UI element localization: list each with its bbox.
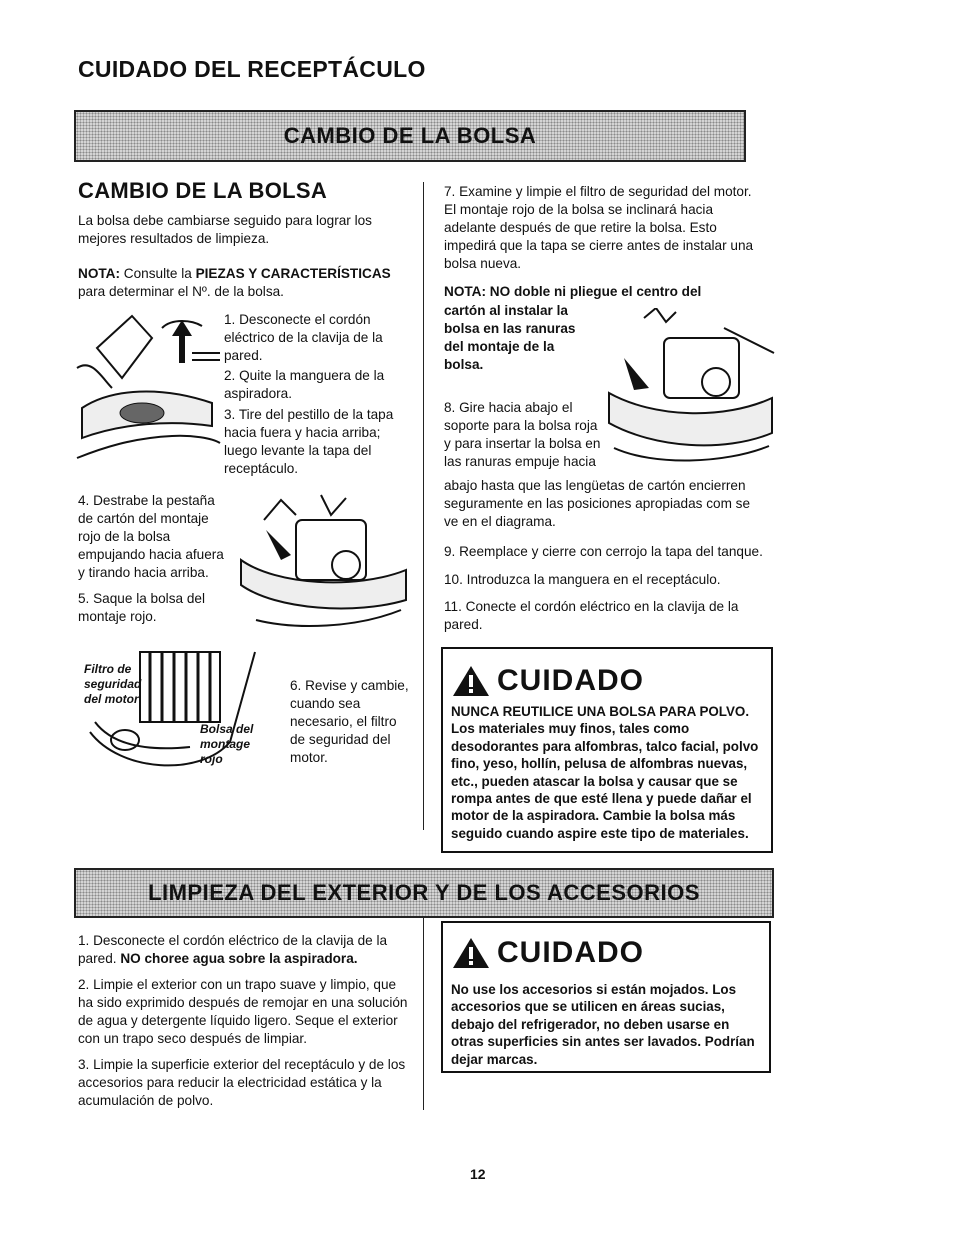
note-label: NOTA: [78, 266, 121, 281]
cleaning-step-3: 3. Limpie la superficie exterior del receptáculo y de los accesorios para reducir la electricidad estática y la acumulación de polvo. [78, 1057, 406, 1108]
step-6: 6. Revise y cambie, cuando sea necesario, el filtro de seguridad del motor. [290, 678, 409, 765]
note-text: Consulte la [120, 266, 196, 281]
label-bolsa-line1: Bolsa del [200, 722, 254, 736]
caution-box-accessories [441, 921, 771, 1073]
step-2: 2. Quite la manguera de la aspiradora. [224, 368, 385, 401]
step-7: 7. Examine y limpie el filtro de seguridad del motor. El montaje rojo de la bolsa se inclinará hacia adelante después de que retire la bolsa. Esto impedirá que la tapa se cierre antes de instalar una bolsa nueva. [444, 184, 754, 271]
label-filtro-line2: seguridad [84, 677, 142, 691]
column-divider [423, 182, 424, 830]
step-9: 9. Reemplace y cierre con cerrojo la tapa del tanque. [444, 544, 763, 559]
caution-title-text: CUIDADO [497, 664, 644, 697]
section-banner-limpieza: LIMPIEZA DEL EXTERIOR Y DE LOS ACCESORIOS [74, 868, 774, 918]
warning-triangle-icon [451, 936, 491, 970]
step-3: 3. Tire del pestillo de la tapa hacia fuera y hacia arriba; luego levante la tapa del receptáculo. [224, 407, 394, 476]
note-2-line1: NOTA: NO doble ni pliegue el centro del [444, 284, 702, 299]
illustration-unplug-open-lid [72, 308, 222, 473]
note-block [78, 265, 418, 301]
step-8-rest: abajo hasta que las lengüetas de cartón encierren seguramente en las posiciones apropiadas com se ve en el diagrama. [444, 478, 751, 529]
illustration-remove-bag [236, 490, 411, 635]
caution-title [451, 935, 761, 971]
label-bolsa-line2: montage [200, 737, 251, 751]
note-bold-text: PIEZAS Y CARACTERÍSTICAS [195, 266, 391, 281]
caution-title-text: CUIDADO [497, 936, 644, 969]
cleaning-step-1-text: 1. Desconecte el cordón eléctrico de la clavija de la pared. [78, 933, 388, 966]
step-4: 4. Destrabe la pestaña de cartón del montaje rojo de la bolsa empujando hacia afuera y tirando hacia arriba. [78, 493, 224, 580]
illustration-insert-bag [604, 308, 776, 468]
step-5: 5. Saque la bolsa del montaje rojo. [78, 591, 205, 624]
label-bolsa-montage [200, 722, 253, 767]
note-tail: para determinar el Nº. de la bolsa. [78, 284, 284, 299]
caution-title [451, 663, 763, 699]
cleaning-step-1-warning: NO choree agua sobre la aspiradora. [120, 951, 358, 966]
label-filtro-line1: Filtro de [84, 662, 132, 676]
caution-body: No use los accesorios si están mojados. Los accesorios que se utilicen en áreas sucias, debajo del refrigerador, no deben usarse en otras superficies sin antes ser lavados. Podrían dejar marcas. [451, 982, 755, 1067]
step-11: 11. Conecte el cordón eléctrico en la clavija de la pared. [444, 599, 739, 632]
caution-box-bag [441, 647, 773, 853]
note-2-rest: cartón al instalar la bolsa en las ranuras del montaje de la bolsa. [444, 303, 576, 372]
section-heading: CAMBIO DE LA BOLSA [78, 178, 328, 203]
step-1: 1. Desconecte el cordón eléctrico de la clavija de la pared. [224, 312, 383, 363]
cleaning-step-2: 2. Limpie el exterior con un trapo suave y limpio, que ha sido exprimido después de remojar en una solución de agua y detergente líquido ligero. Seque el exterior con un trapo seco después de limpiar. [78, 977, 408, 1046]
page-number: 12 [470, 1166, 486, 1182]
label-filtro-seguridad [84, 662, 141, 707]
section-banner-cambio-bolsa: CAMBIO DE LA BOLSA [74, 110, 746, 162]
warning-triangle-icon [451, 664, 491, 698]
intro-text: La bolsa debe cambiarse seguido para lograr los mejores resultados de limpieza. [78, 213, 372, 246]
cleaning-step-1 [78, 932, 408, 968]
step-10: 10. Introduzca la manguera en el receptáculo. [444, 572, 721, 587]
column-divider-bottom [423, 918, 424, 1110]
page-title: CUIDADO DEL RECEPTÁCULO [78, 56, 426, 82]
label-bolsa-line3: rojo [200, 752, 223, 766]
step-8-start: 8. Gire hacia abajo el soporte para la bolsa roja y para insertar la bolsa en las ranuras empuje hacia [444, 400, 601, 469]
caution-body: NUNCA REUTILICE UNA BOLSA PARA POLVO. Los materiales muy finos, tales como desodorantes para alfombras, talco facial, polvo fino, yeso, hollín, pelusa de alfombras nuevas, etc., pueden atascar la bolsa y causar que se rompa antes de que esté llena y puede dañar el motor de la aspiradora. Cambie la bolsa más seguido cuando aspire este tipo de materiales. [451, 704, 759, 841]
label-filtro-line3: del motor [84, 692, 139, 706]
